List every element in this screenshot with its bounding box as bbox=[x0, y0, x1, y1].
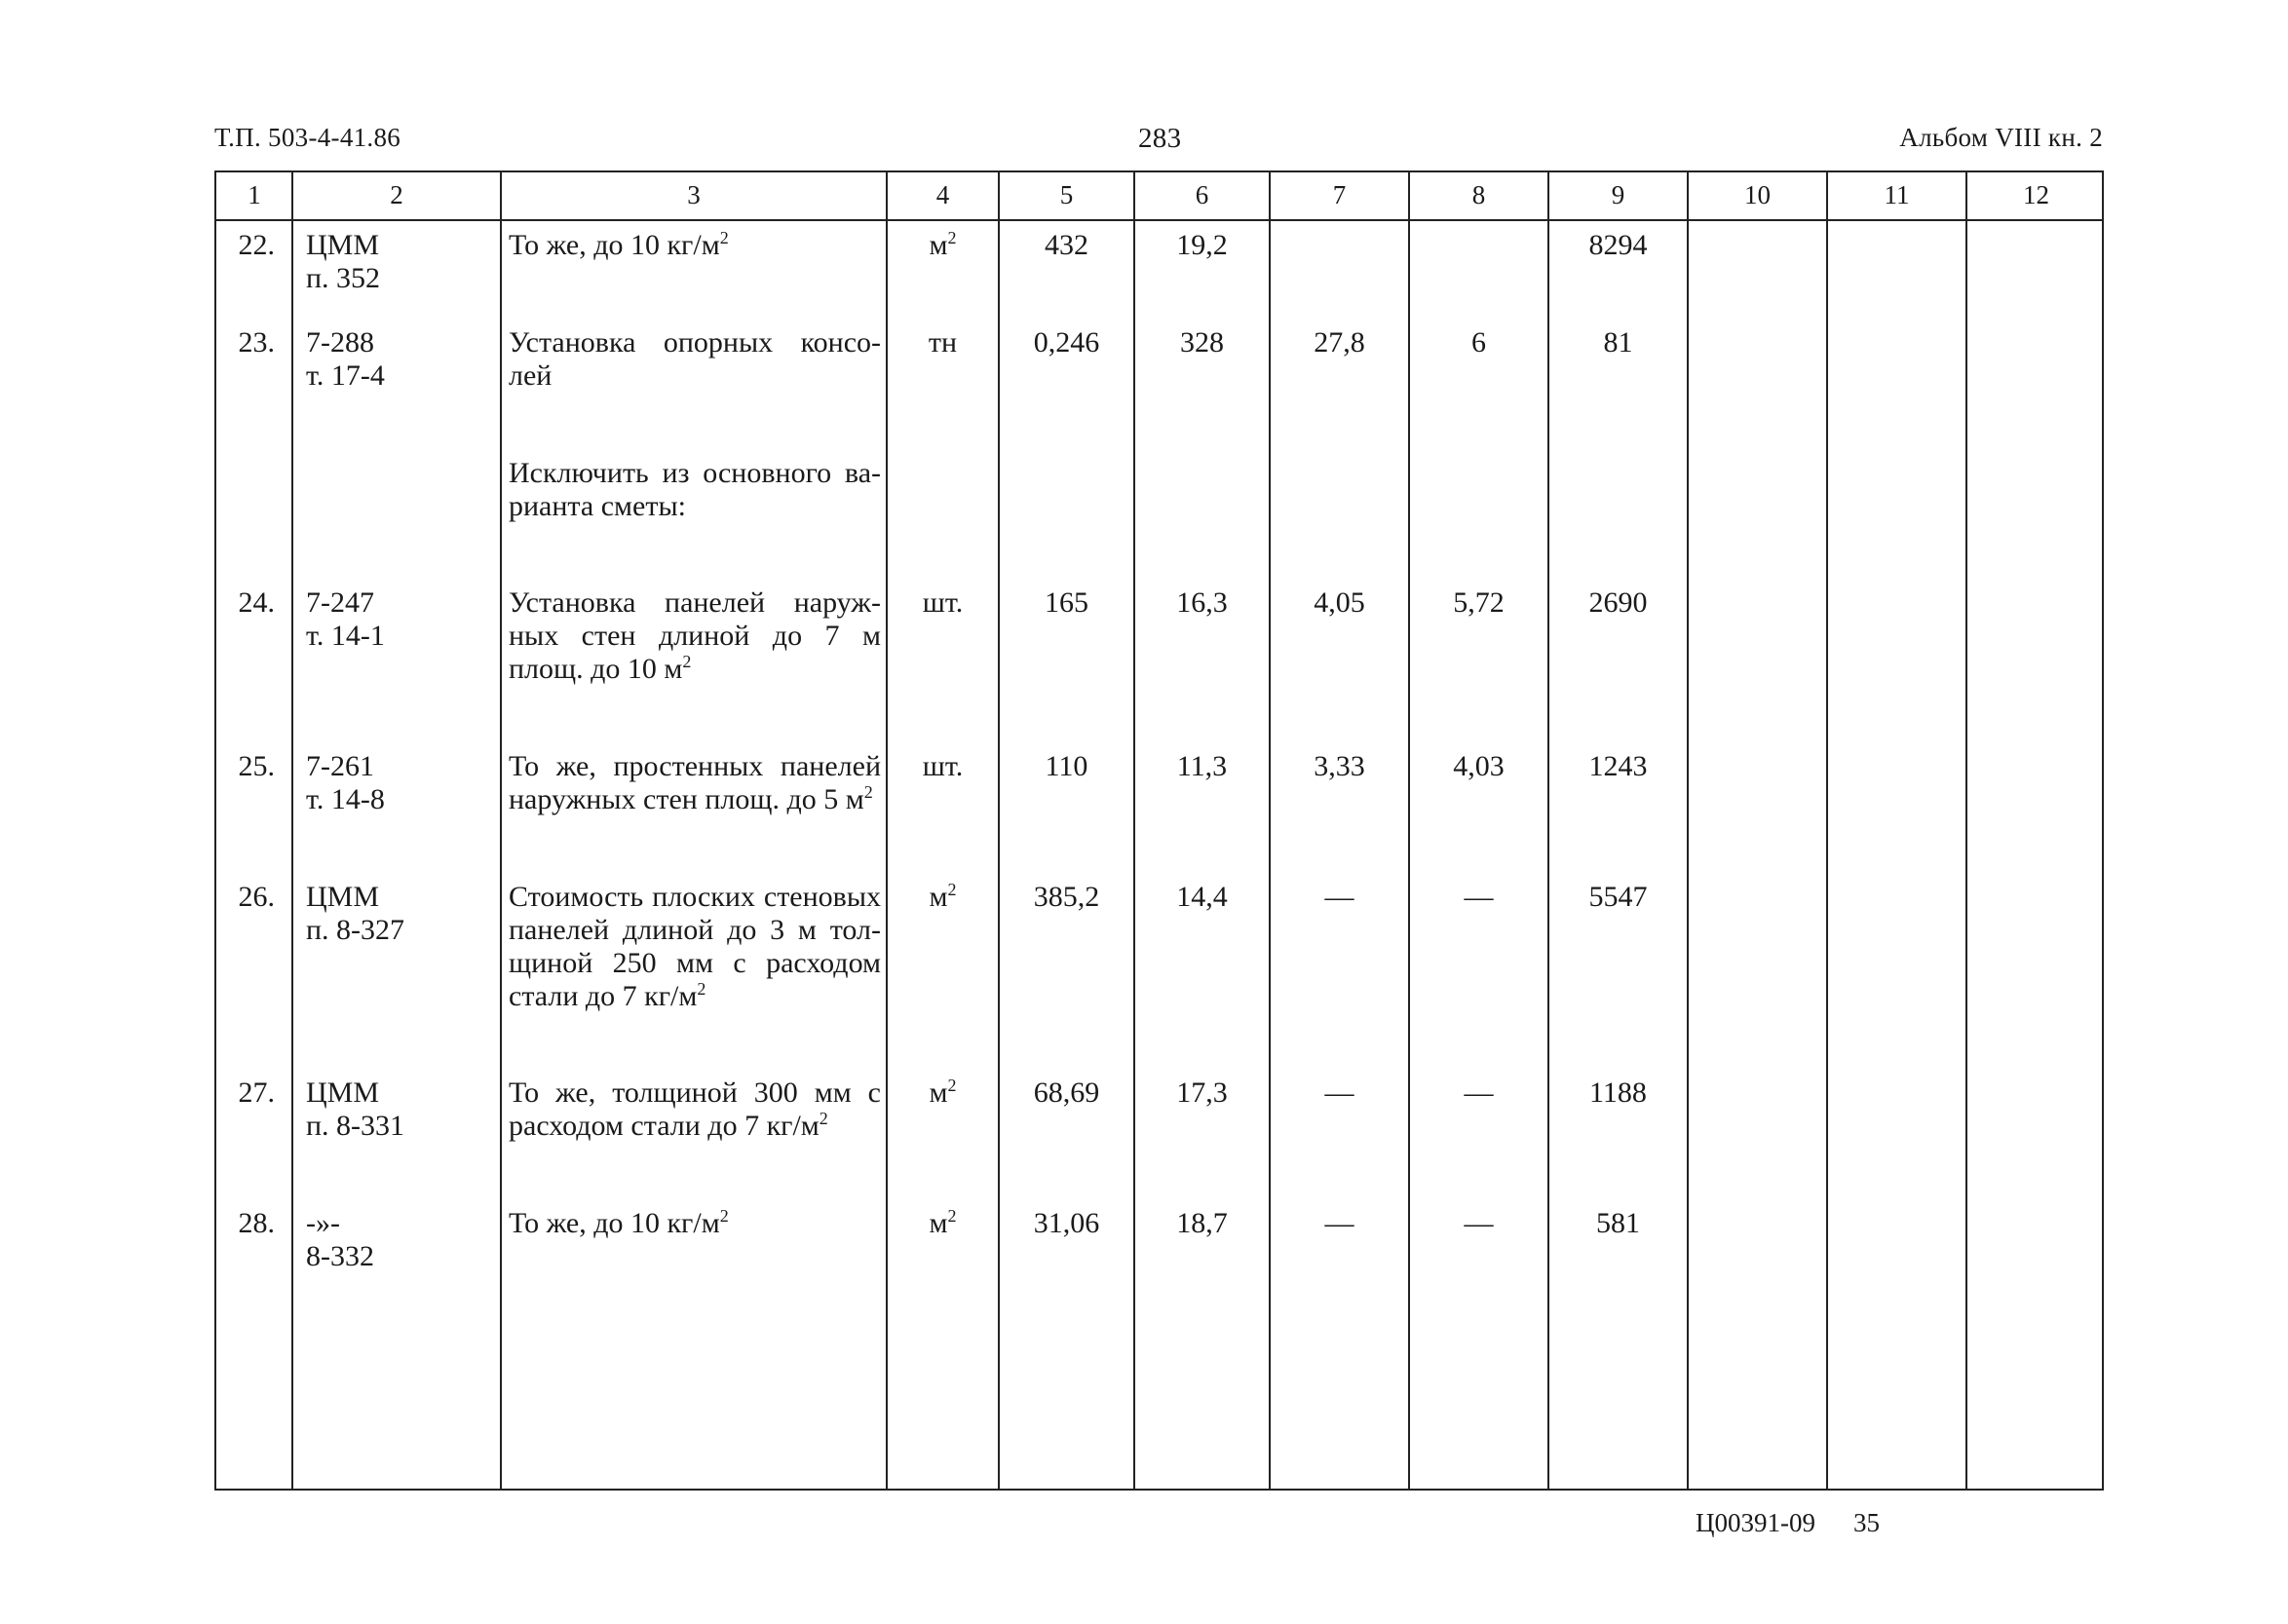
quantity-cell bbox=[999, 1076, 1134, 1110]
work-description-superscript: 2 bbox=[697, 979, 706, 999]
row-number-text: 23. bbox=[238, 326, 275, 359]
column-number: 10 bbox=[1744, 180, 1771, 209]
work-description-text: Установка панелей наруж-ных стен длиной до 7 м площ. до 10 м bbox=[509, 586, 881, 685]
row-number bbox=[216, 1076, 275, 1110]
unit-cost-cell-text: 19,2 bbox=[1176, 229, 1228, 261]
norm-ref-text: 8-332 bbox=[306, 1240, 374, 1272]
machine-cost-cell bbox=[1409, 586, 1548, 620]
column-divider bbox=[1687, 172, 1689, 1489]
unit-cell-superscript: 2 bbox=[947, 1206, 957, 1226]
unit-cost-cell bbox=[1134, 229, 1270, 262]
unit-cost-cell-text: 16,3 bbox=[1176, 586, 1228, 619]
total-cost-cell-text: 2690 bbox=[1588, 586, 1648, 619]
work-description bbox=[509, 457, 881, 523]
row-number-text: 25. bbox=[238, 750, 275, 782]
column-number: 11 bbox=[1884, 180, 1910, 209]
work-description-text: То же, толщиной 300 мм с расходом стали до 7 кг/м bbox=[509, 1076, 881, 1142]
unit-cell bbox=[887, 586, 999, 620]
unit-cell bbox=[887, 326, 999, 359]
norm-code bbox=[306, 750, 495, 783]
row-number bbox=[216, 586, 275, 620]
quantity-cell bbox=[999, 750, 1134, 783]
row-number bbox=[216, 326, 275, 359]
row-number-text: 22. bbox=[238, 229, 275, 261]
norm-code-text: 7-261 bbox=[306, 750, 374, 782]
norm-ref-text: т. 14-1 bbox=[306, 620, 385, 652]
unit-cell-superscript: 2 bbox=[947, 1076, 957, 1095]
row-number bbox=[216, 1207, 275, 1240]
wage-cost-cell-text: — bbox=[1324, 881, 1354, 913]
row-number bbox=[216, 750, 275, 783]
quantity-cell-text: 110 bbox=[1045, 750, 1088, 782]
quantity-cell-text: 68,69 bbox=[1033, 1076, 1100, 1109]
norm-ref-text: п. 352 bbox=[306, 262, 381, 294]
norm-ref bbox=[306, 359, 495, 393]
unit-cell-superscript: 2 bbox=[947, 228, 957, 247]
machine-cost-cell bbox=[1409, 326, 1548, 359]
total-cost-cell bbox=[1548, 881, 1688, 914]
work-description-text: То же, до 10 кг/м bbox=[509, 1207, 720, 1239]
unit-cell-text: тн bbox=[928, 326, 958, 359]
unit-cell bbox=[887, 881, 999, 914]
unit-cell-text: шт. bbox=[922, 586, 964, 619]
norm-ref-text: т. 14-8 bbox=[306, 783, 385, 815]
header-page-number: 283 bbox=[1138, 123, 1182, 154]
column-number: 7 bbox=[1332, 180, 1347, 209]
norm-code-text: ЦММ bbox=[306, 1076, 380, 1109]
norm-code-text: ЦММ bbox=[306, 229, 380, 261]
unit-cost-cell bbox=[1134, 1076, 1270, 1110]
work-description-text: То же, до 10 кг/м bbox=[509, 229, 720, 261]
quantity-cell-text: 385,2 bbox=[1033, 881, 1100, 913]
unit-cell-text: м bbox=[929, 881, 948, 913]
unit-cost-cell-text: 11,3 bbox=[1176, 750, 1228, 782]
work-description bbox=[509, 750, 881, 816]
column-number: 9 bbox=[1611, 180, 1625, 209]
work-description-superscript: 2 bbox=[719, 1206, 729, 1226]
quantity-cell bbox=[999, 326, 1134, 359]
work-description bbox=[509, 326, 881, 393]
total-cost-cell bbox=[1548, 1076, 1688, 1110]
header-doc-number: Т.П. 503-4-41.86 bbox=[214, 123, 401, 152]
unit-cell-text: м bbox=[929, 1076, 948, 1109]
wage-cost-cell-text: — bbox=[1324, 1076, 1354, 1109]
quantity-cell-text: 0,246 bbox=[1033, 326, 1100, 359]
unit-cost-cell bbox=[1134, 326, 1270, 359]
machine-cost-cell-text: — bbox=[1464, 881, 1494, 913]
quantity-cell-text: 31,06 bbox=[1033, 1207, 1100, 1239]
work-description bbox=[509, 1207, 881, 1240]
total-cost-cell bbox=[1548, 229, 1688, 262]
wage-cost-cell-text: 3,33 bbox=[1314, 750, 1365, 782]
norm-code-text: ЦММ bbox=[306, 881, 380, 913]
work-description-text: Стоимость плоских стеновых панелей длиной до 3 м тол-щиной 250 мм с расходом стали до 7 кг/м bbox=[509, 881, 881, 1012]
column-divider bbox=[886, 172, 888, 1489]
norm-code-text: 7-288 bbox=[306, 326, 374, 359]
unit-cell-superscript: 2 bbox=[947, 880, 957, 899]
total-cost-cell-text: 581 bbox=[1596, 1207, 1640, 1239]
work-description bbox=[509, 229, 881, 262]
work-description-superscript: 2 bbox=[719, 228, 729, 247]
machine-cost-cell-text: 4,03 bbox=[1453, 750, 1505, 782]
unit-cell bbox=[887, 750, 999, 783]
column-divider bbox=[998, 172, 1000, 1489]
machine-cost-cell bbox=[1409, 1076, 1548, 1110]
machine-cost-cell-text: 5,72 bbox=[1453, 586, 1505, 619]
quantity-cell bbox=[999, 586, 1134, 620]
column-number: 12 bbox=[2023, 180, 2049, 209]
total-cost-cell bbox=[1548, 750, 1688, 783]
column-divider bbox=[1547, 172, 1549, 1489]
norm-ref-text: п. 8-331 bbox=[306, 1110, 405, 1142]
unit-cell bbox=[887, 229, 999, 262]
column-number: 5 bbox=[1059, 180, 1074, 209]
unit-cost-cell-text: 17,3 bbox=[1176, 1076, 1228, 1109]
quantity-cell bbox=[999, 1207, 1134, 1240]
norm-code bbox=[306, 586, 495, 620]
work-description-superscript: 2 bbox=[819, 1109, 828, 1128]
total-cost-cell bbox=[1548, 586, 1688, 620]
norm-ref bbox=[306, 1110, 495, 1143]
norm-ref bbox=[306, 262, 495, 295]
column-number: 1 bbox=[248, 180, 261, 209]
unit-cost-cell-text: 328 bbox=[1180, 326, 1224, 359]
quantity-cell bbox=[999, 881, 1134, 914]
norm-ref bbox=[306, 783, 495, 816]
unit-cost-cell-text: 14,4 bbox=[1176, 881, 1228, 913]
wage-cost-cell-text: 27,8 bbox=[1314, 326, 1365, 359]
total-cost-cell-text: 1243 bbox=[1588, 750, 1648, 782]
row-number bbox=[216, 881, 275, 914]
wage-cost-cell bbox=[1270, 326, 1409, 359]
norm-ref bbox=[306, 620, 495, 653]
total-cost-cell bbox=[1548, 326, 1688, 359]
quantity-cell bbox=[999, 229, 1134, 262]
wage-cost-cell bbox=[1270, 586, 1409, 620]
norm-code-text: -»- bbox=[306, 1207, 340, 1239]
unit-cell-text: м bbox=[929, 1207, 948, 1239]
unit-cost-cell bbox=[1134, 1207, 1270, 1240]
norm-ref-text: п. 8-327 bbox=[306, 914, 405, 946]
row-number-text: 26. bbox=[238, 881, 275, 913]
column-number: 3 bbox=[687, 180, 701, 209]
column-number: 6 bbox=[1195, 180, 1209, 209]
column-number: 2 bbox=[390, 180, 403, 209]
unit-cost-cell bbox=[1134, 750, 1270, 783]
unit-cell-text: шт. bbox=[922, 750, 964, 782]
column-number: 8 bbox=[1471, 180, 1486, 209]
unit-cost-cell-text: 18,7 bbox=[1176, 1207, 1228, 1239]
norm-code bbox=[306, 326, 495, 359]
header-album: Альбом VIII кн. 2 bbox=[1899, 123, 2103, 152]
wage-cost-cell-text: 4,05 bbox=[1314, 586, 1365, 619]
column-divider bbox=[500, 172, 502, 1489]
footer-code: Ц00391-09 bbox=[1696, 1508, 1815, 1537]
total-cost-cell-text: 1188 bbox=[1589, 1076, 1647, 1109]
row-number bbox=[216, 229, 275, 262]
work-description-superscript: 2 bbox=[682, 652, 692, 671]
column-number: 4 bbox=[935, 180, 950, 209]
machine-cost-cell bbox=[1409, 1207, 1548, 1240]
quantity-cell-text: 165 bbox=[1045, 586, 1088, 619]
column-divider bbox=[1965, 172, 1967, 1489]
work-description-text: То же, простенных панелей наружных стен площ. до 5 м bbox=[509, 750, 881, 815]
total-cost-cell bbox=[1548, 1207, 1688, 1240]
unit-cell-text: м bbox=[929, 229, 948, 261]
row-number-text: 27. bbox=[238, 1076, 275, 1109]
norm-ref bbox=[306, 1240, 495, 1273]
quantity-cell-text: 432 bbox=[1045, 229, 1088, 261]
machine-cost-cell-text: — bbox=[1464, 1207, 1494, 1239]
column-divider bbox=[1826, 172, 1828, 1489]
column-divider bbox=[1133, 172, 1135, 1489]
unit-cell bbox=[887, 1076, 999, 1110]
row-number-text: 24. bbox=[238, 586, 275, 619]
norm-code-text: 7-247 bbox=[306, 586, 374, 619]
work-description bbox=[509, 1076, 881, 1143]
total-cost-cell-text: 81 bbox=[1603, 326, 1633, 359]
work-description-text: Установка опорных консо-лей bbox=[509, 326, 881, 392]
wage-cost-cell bbox=[1270, 1207, 1409, 1240]
norm-code bbox=[306, 1076, 495, 1110]
column-divider bbox=[291, 172, 293, 1489]
norm-ref bbox=[306, 914, 495, 947]
total-cost-cell-text: 5547 bbox=[1588, 881, 1648, 913]
machine-cost-cell bbox=[1409, 750, 1548, 783]
machine-cost-cell-text: — bbox=[1464, 1076, 1494, 1109]
norm-ref-text: т. 17-4 bbox=[306, 359, 385, 392]
work-description-text: Исключить из основного ва-рианта сметы: bbox=[509, 457, 881, 522]
norm-code bbox=[306, 881, 495, 914]
column-divider bbox=[1269, 172, 1271, 1489]
estimate-table bbox=[214, 170, 2104, 1491]
column-divider bbox=[1408, 172, 1410, 1489]
work-description bbox=[509, 586, 881, 686]
work-description bbox=[509, 881, 881, 1013]
footer-page: 35 bbox=[1853, 1508, 1880, 1537]
wage-cost-cell bbox=[1270, 881, 1409, 914]
unit-cost-cell bbox=[1134, 881, 1270, 914]
total-cost-cell-text: 8294 bbox=[1588, 229, 1648, 261]
machine-cost-cell-text: 6 bbox=[1471, 326, 1486, 359]
wage-cost-cell bbox=[1270, 1076, 1409, 1110]
unit-cell bbox=[887, 1207, 999, 1240]
machine-cost-cell bbox=[1409, 881, 1548, 914]
norm-code bbox=[306, 229, 495, 262]
row-number-text: 28. bbox=[238, 1207, 275, 1239]
wage-cost-cell bbox=[1270, 750, 1409, 783]
work-description-superscript: 2 bbox=[863, 782, 873, 802]
norm-code bbox=[306, 1207, 495, 1240]
wage-cost-cell-text: — bbox=[1324, 1207, 1354, 1239]
unit-cost-cell bbox=[1134, 586, 1270, 620]
